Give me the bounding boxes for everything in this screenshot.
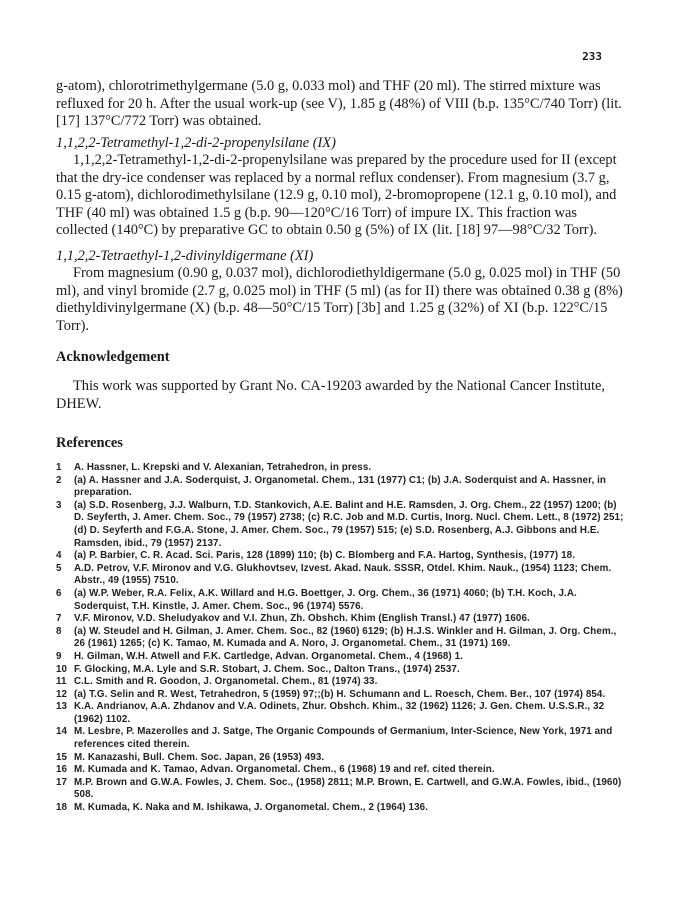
reference-text: M. Kumada and K. Tamao, Advan. Organometal. Chem., 6 (1968) 19 and ref. cited therein. <box>74 764 495 776</box>
references-heading: References <box>56 435 123 451</box>
reference-number: 13 <box>56 701 68 713</box>
reference-number: 18 <box>56 802 68 814</box>
reference-number: 6 <box>56 587 62 599</box>
reference-item <box>56 764 626 777</box>
reference-number: 11 <box>56 676 67 688</box>
reference-item <box>56 563 626 588</box>
reference-number: 15 <box>56 751 68 763</box>
reference-text: F. Glocking, M.A. Lyle and S.R. Stobart, J. Chem. Soc., Dalton Trans., (1974) 2537. <box>74 663 460 675</box>
reference-text: A. Hassner, L. Krepski and V. Alexanian, Tetrahedron, in press. <box>74 462 372 473</box>
reference-item <box>56 802 626 815</box>
reference-item <box>56 689 626 702</box>
section-heading: 1,1,2,2-Tetramethyl-1,2-di-2-propenylsilane (IX) <box>56 134 336 151</box>
reference-item <box>56 500 626 550</box>
reference-item <box>56 462 626 475</box>
reference-number: 2 <box>56 474 62 486</box>
reference-number: 9 <box>56 650 62 662</box>
reference-text: K.A. Andrianov, A.A. Zhdanov and V.A. Odinets, Zhur. Obshch. Khim., 32 (1962) 1126; J. Gen. Chem. U.S.S.R., 32 (1962) 1102. <box>74 701 605 725</box>
reference-text: (a) W.P. Weber, R.A. Felix, A.K. Willard and H.G. Boettger, J. Org. Chem., 36 (1971) 4060; (b) T.H. Koch, J.A. Soderquist, T.H. Kinstle, J. Amer. Chem. Soc., 96 (1974) 5576. <box>74 587 577 612</box>
reference-text: C.L. Smith and R. Goodon, J. Organometal. Chem., 81 (1974) 33. <box>74 676 378 688</box>
reference-number: 10 <box>56 663 68 675</box>
reference-item <box>56 613 626 626</box>
reference-text: M. Lesbre, P. Mazerolles and J. Satge, The Organic Compounds of Germanium, Inter-Science, New York, 1971 and references cited therein. <box>74 726 613 751</box>
reference-number: 7 <box>56 613 62 625</box>
section-xi <box>56 248 626 336</box>
reference-number: 17 <box>56 776 68 788</box>
reference-text: M.P. Brown and G.W.A. Fowles, J. Chem. Soc., (1958) 2811; M.P. Brown, E. Cartwell, and G.W.A. Fowles, ibid., (1960) 508. <box>74 776 622 801</box>
reference-item <box>56 588 626 613</box>
reference-item <box>56 701 626 726</box>
references-list <box>56 462 626 815</box>
acknowledgement-heading: Acknowledgement <box>56 349 170 365</box>
reference-number: 5 <box>56 562 62 574</box>
reference-text: (a) T.G. Selin and R. West, Tetrahedron, 5 (1959) 97;;(b) H. Schumann and L. Roesch, Chem. Ber., 107 (1974) 854. <box>74 688 606 700</box>
reference-number: 12 <box>56 688 68 700</box>
reference-number: 8 <box>56 625 62 637</box>
reference-number: 14 <box>56 726 68 738</box>
reference-item <box>56 475 626 500</box>
section-heading: 1,1,2,2-Tetraethyl-1,2-divinyldigermane (XI) <box>56 247 314 264</box>
reference-text: A.D. Petrov, V.F. Mironov and V.G. Glukhovtsev, Izvest. Akad. Nauk. SSSR, Otdel. Khim. Nauk., (1954) 1123; Chem. Abstr., 49 (1955) 7510. <box>74 562 612 587</box>
reference-number: 16 <box>56 764 68 776</box>
reference-item <box>56 651 626 664</box>
reference-item <box>56 626 626 651</box>
reference-item <box>56 550 626 563</box>
reference-text: (a) P. Barbier, C. R. Acad. Sci. Paris, 128 (1899) 110; (b) C. Blomberg and F.A. Hartog, Synthesis, (1977) 18. <box>74 550 576 562</box>
reference-text: M. Kumada, K. Naka and M. Ishikawa, J. Organometal. Chem., 2 (1964) 136. <box>74 802 429 814</box>
reference-text: (a) W. Steudel and H. Gilman, J. Amer. Chem. Soc., 82 (1960) 6129; (b) H.J.S. Winkler and H. Gilman, J. Org. Chem., 26 (1961) 1265; (c) K. Tamao, M. Kumada and A. Noro, J. Organometal. Chem., 31 (1971) 169. <box>74 625 617 650</box>
reference-number: 3 <box>56 499 62 511</box>
opening-paragraph: g-atom), chlorotrimethylgermane (5.0 g, 0.033 mol) and THF (20 ml). The stirred mixture was refluxed for 20 h. After the usual work-up (see V), 1.85 g (48%) of VIII (b.p. 135°C/740 Torr) (lit. [17] 137°C/772 Torr) was obtained. <box>56 78 622 129</box>
reference-item <box>56 726 626 751</box>
page-number: 233 <box>582 50 602 63</box>
reference-text: M. Kanazashi, Bull. Chem. Soc. Japan, 26 (1953) 493. <box>74 751 325 763</box>
acknowledgement-text: This work was supported by Grant No. CA-19203 awarded by the National Cancer Institute, DHEW. <box>56 378 605 412</box>
reference-item <box>56 777 626 802</box>
reference-item <box>56 676 626 689</box>
reference-item <box>56 664 626 677</box>
reference-text: (a) S.D. Rosenberg, J.J. Walburn, T.D. Stankovich, A.E. Balint and H.E. Ramsden, J. Org. Chem., 22 (1957) 1200; (b) D. Seyferth, J. Amer. Chem. Soc., 79 (1957) 2738; (c) R.C. Job and M.D. Curtis, Inorg. Nucl. Chem. Lett., 8 (1972) 251; (d) D. Seyferth and F.G.A. Stone, J. Amer. Chem. Soc., 79 (1957) 515; (e) S.D. Rosenberg, A.J. Gibbons and H.E. Ramsden, ibid., 79 (1957) 2137. <box>74 499 624 549</box>
page-body <box>56 78 626 815</box>
reference-item <box>56 752 626 765</box>
section-ix <box>56 135 626 240</box>
section-paragraph: From magnesium (0.90 g, 0.037 mol), dichlorodiethyldigermane (5.0 g, 0.025 mol) in THF (50 ml), and vinyl bromide (2.7 g, 0.025 mol) in THF (5 ml) (as for II) there was obtained 0.38 g (8%) diethyldivinylgermane (X) (b.p. 48—50°C/15 Torr) [3b] and 1.25 g (32%) of XI (b.p. 122°C/15 Torr). <box>56 265 623 334</box>
reference-text: H. Gilman, W.H. Atwell and F.K. Cartledge, Advan. Organometal. Chem., 4 (1968) 1. <box>74 650 463 662</box>
reference-number: 1 <box>56 462 62 473</box>
section-paragraph: 1,1,2,2-Tetramethyl-1,2-di-2-propenylsilane was prepared by the procedure used for II (except that the dry-ice condenser was replaced by a normal reflux condenser). From magnesium (3.7 g, 0.15 g-atom), dichlorodimethylsilane (12.9 g, 0.10 mol), 2-bromopropene (12.1 g, 0.10 mol), and THF (40 ml) was obtained 1.5 g (b.p. 90—120°C/16 Torr) of impure IX. This fraction was collected (140°C) by preparative GC to obtain 0.50 g (5%) of IX (lit. [18] 97—98°C/32 Torr). <box>56 152 617 238</box>
reference-text: (a) A. Hassner and J.A. Soderquist, J. Organometal. Chem., 131 (1977) C1; (b) J.A. Soderquist and A. Hassner, in preparation. <box>74 474 607 499</box>
reference-number: 4 <box>56 550 62 562</box>
reference-text: V.F. Mironov, V.D. Sheludyakov and V.I. Zhun, Zh. Obshch. Khim (English Transl.) 47 (1977) 1606. <box>74 613 530 625</box>
